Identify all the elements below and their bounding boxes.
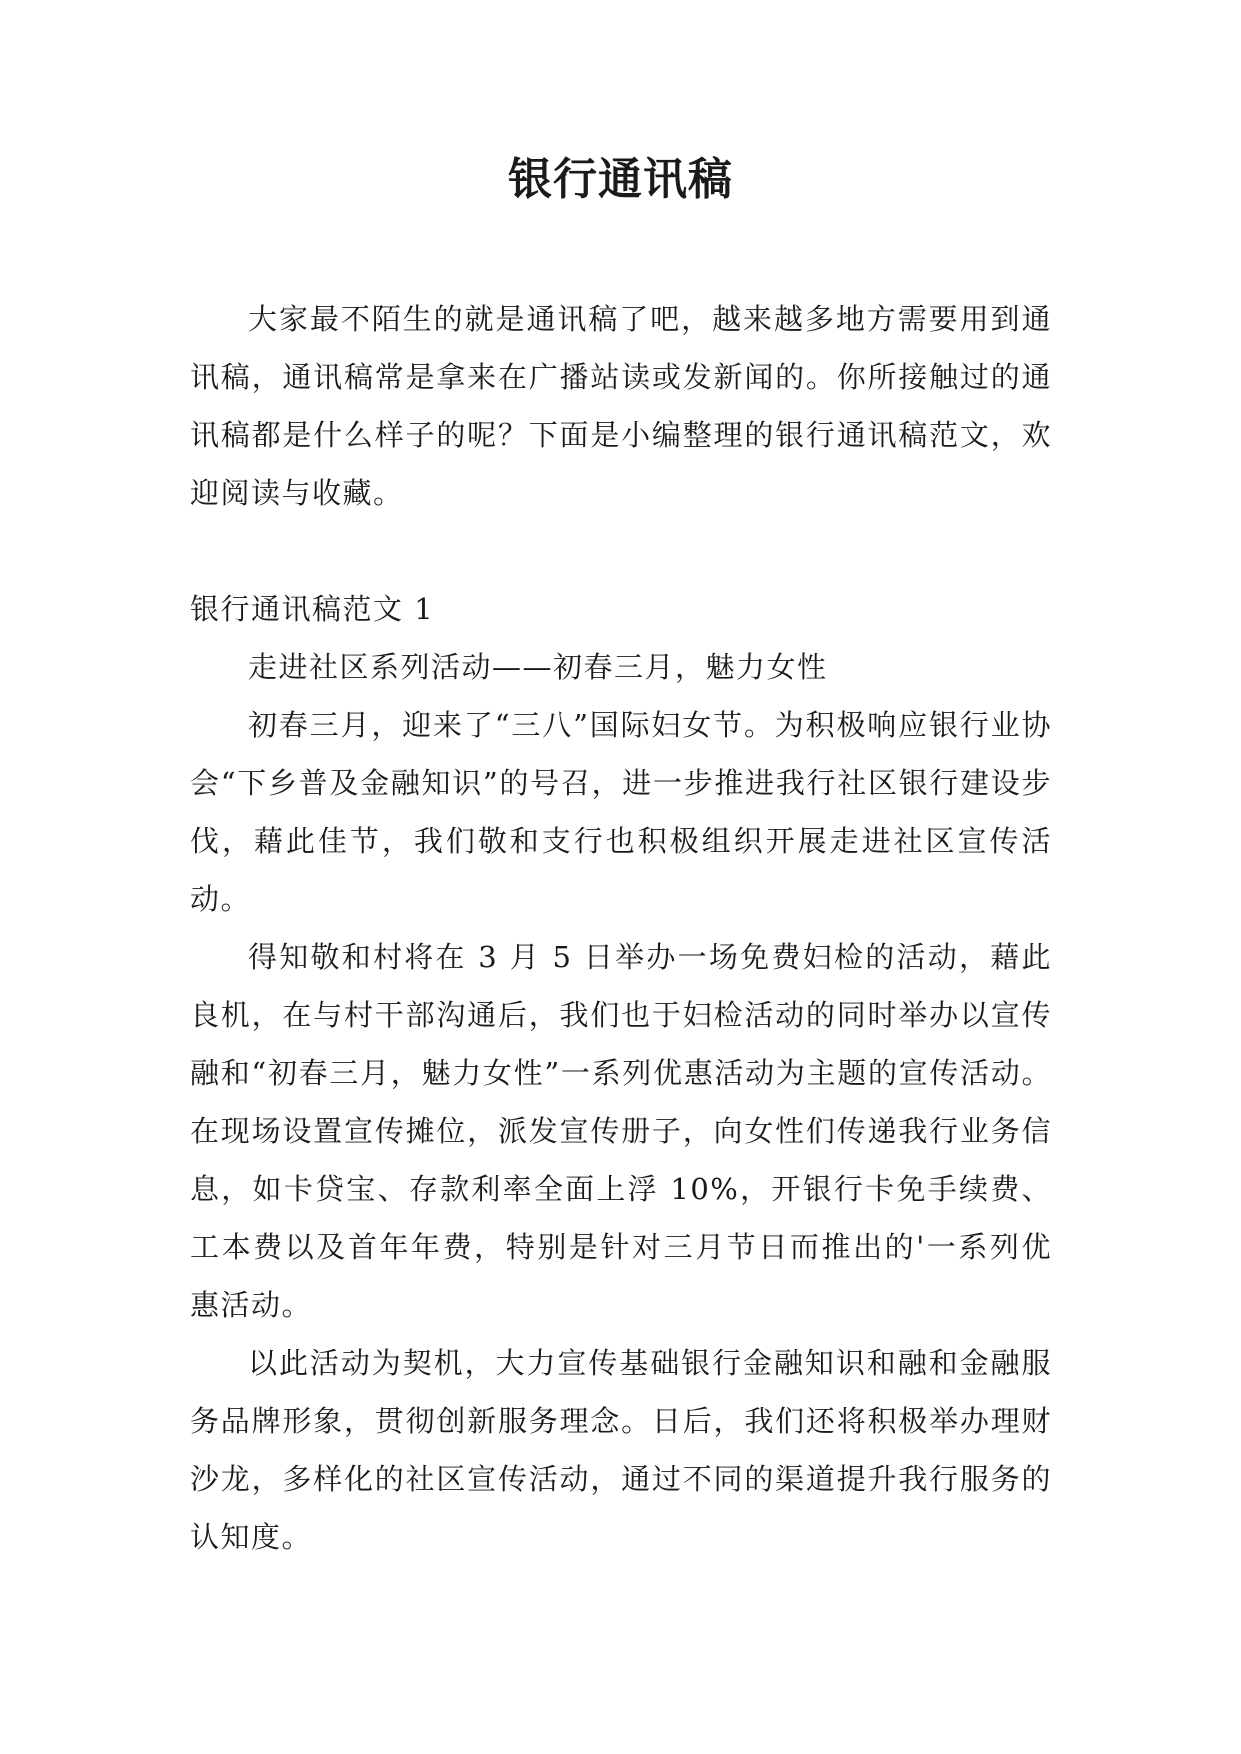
body-paragraph-3: 以此活动为契机，大力宣传基础银行金融知识和融和金融服务品牌形象，贯彻创新服务理念。日后，我们还将积极举办理财沙龙，多样化的社区宣传活动，通过不同的渠道提升我行服务的认知度。: [190, 1346, 1052, 1554]
body-paragraph-2: 得知敬和村将在 3 月 5 日举办一场免费妇检的活动，藉此良机，在与村干部沟通后，我们也于妇检活动的同时举办以宣传融和“初春三月，魅力女性”一系列优惠活动为主题的宣传活动。在现场设置宣传摊位，派发宣传册子，向女性们传递我行业务信息，如卡贷宝、存款利率全面上浮 10%，开银行卡免手续费、工本费以及首年年费，特别是针对三月节日而推出的'一系列优惠活动。: [190, 940, 1052, 1322]
section-subtitle: 走进社区系列活动——初春三月，魅力女性: [248, 650, 828, 684]
body-paragraph-1: 初春三月，迎来了“三八”国际妇女节。为积极响应银行业协会“下乡普及金融知识”的号召，进一步推进我行社区银行建设步伐，藉此佳节，我们敬和支行也积极组织开展走进社区宣传活动。: [190, 708, 1052, 916]
page-title: 银行通讯稿: [508, 154, 733, 205]
section-heading: 银行通讯稿范文 1: [190, 592, 435, 626]
intro-paragraph: 大家最不陌生的就是通讯稿了吧，越来越多地方需要用到通讯稿，通讯稿常是拿来在广播站读或发新闻的。你所接触过的通讯稿都是什么样子的呢？下面是小编整理的银行通讯稿范文，欢迎阅读与收藏。: [190, 302, 1052, 510]
document-body: [190, 290, 1052, 1566]
